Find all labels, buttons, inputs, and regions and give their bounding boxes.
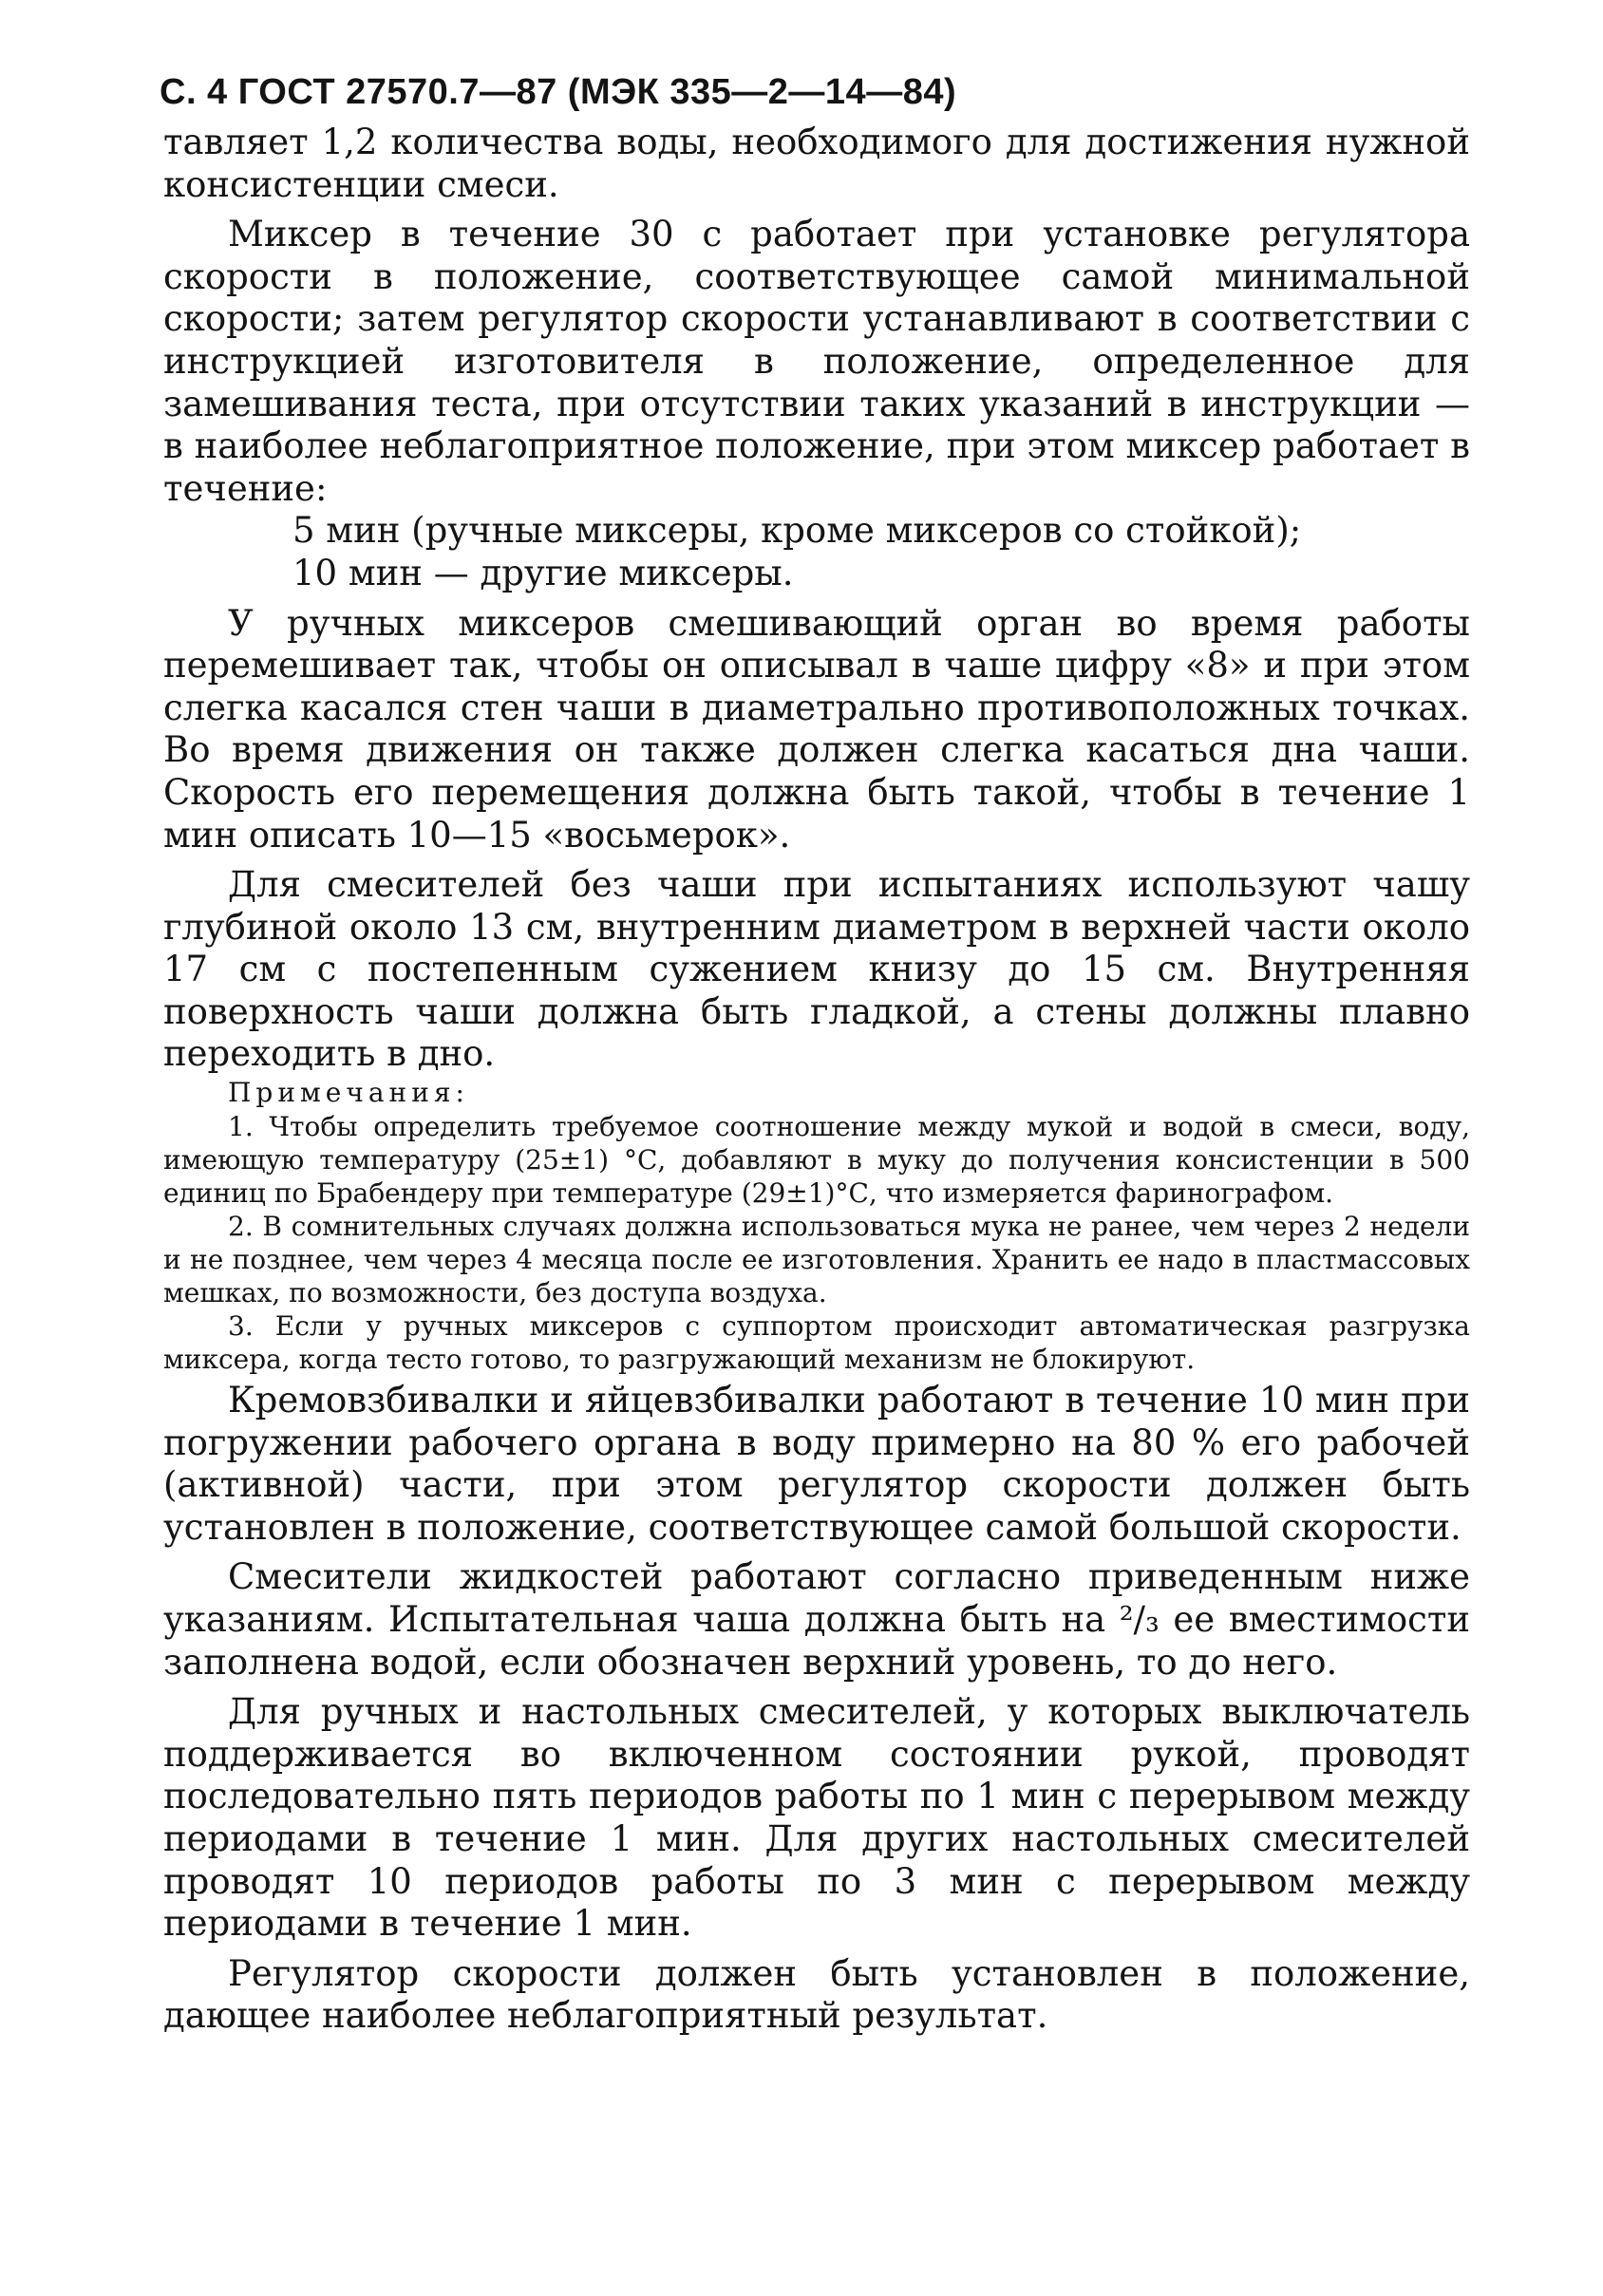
paragraph-continuation: тавляет 1,2 количества воды, необходимого для достижения нужной консистенции смеси. (163, 122, 1470, 205)
paragraph-hand-mixers: У ручных миксеров смешивающий орган во время работы перемешивает так, чтобы он описывал в чаше цифру «8» и при этом слегка касался стен чаши в диаметрально противоположных точках. Во время движения он также должен слегка касаться дна чаши. Скорость его перемещения должна быть такой, чтобы в течение 1 мин описать 10—15 «восьмерок». (163, 602, 1470, 856)
paragraph-speed-regulator: Регулятор скорости должен быть установлен в положение, дающее наиболее неблагоприятный результат. (163, 1952, 1470, 2037)
paragraph-mixer-speed: Миксер в течение 30 с работает при установке регулятора скорости в положение, соответствующее самой минимальной скорости; затем регулятор скорости устанавливают в соответствии с инструкцией изготовителя в положение, определенное для замешивания теста, при отсутствии таких указаний в инструкции — в наиболее неблагоприятное положение, при этом миксер работает в течение: (163, 214, 1470, 509)
paragraph-liquid-mixers: Смесители жидкостей работают согласно приведенным ниже указаниям. Испытательная чаша должна быть на ²/₃ ее вместимости заполнена водой, если обозначен верхний уровень, то до него. (163, 1556, 1470, 1683)
notes-title: Примечания: (228, 1077, 469, 1109)
page-header: С. 4 ГОСТ 27570.7—87 (МЭК 335—2—14—84) (160, 72, 957, 112)
notes-section (163, 1076, 1470, 1376)
mode-item: 10 мин — другие миксеры. (292, 552, 794, 593)
paragraph-whisks: Кремовзбивалки и яйцевзбивалки работают в течение 10 мин при погружении рабочего органа в воду примерно на 80 % его рабочей (активной) части, при этом регулятор скорости должен быть установлен в положение, соответствующее самой большой скорости. (163, 1380, 1470, 1548)
note-item: 3. Если у ручных миксеров с суппортом происходит автоматическая разгрузка миксера, когда тесто готово, то разгружающий механизм не блокируют. (163, 1310, 1470, 1376)
note-item: 1. Чтобы определить требуемое соотношение между мукой и водой в смеси, воду, имеющую температуру (25±1) °С, добавляют в муку до получения консистенции в 500 единиц по Брабендеру при температуре (29±1)°С, что измеряется фаринографом. (163, 1111, 1470, 1210)
paragraph-bowl: Для смесителей без чаши при испытаниях используют чашу глубиной около 13 см, внутренним диаметром в верхней части около 17 см с постепенным сужением книзу до 15 см. Внутренняя поверхность чаши должна быть гладкой, а стены должны плавно переходить в дно. (163, 864, 1470, 1075)
document-body (163, 122, 1470, 2038)
mode-item: 5 мин (ручные миксеры, кроме миксеров со стойкой); (292, 510, 1302, 552)
note-item: 2. В сомнительных случаях должна использоваться мука не ранее, чем через 2 недели и не позднее, чем через 4 месяца после ее изготовления. Хранить ее надо в пластмассовых мешках, по возможности, без доступа воздуха. (163, 1211, 1470, 1309)
paragraph-periods: Для ручных и настольных смесителей, у которых выключатель поддерживается во включенном состоянии рукой, проводят последовательно пять периодов работы по 1 мин с перерывом между периодами в течение 1 мин. Для других настольных смесителей проводят 10 периодов работы по 3 мин с перерывом между периодами в течение 1 мин. (163, 1691, 1470, 1945)
